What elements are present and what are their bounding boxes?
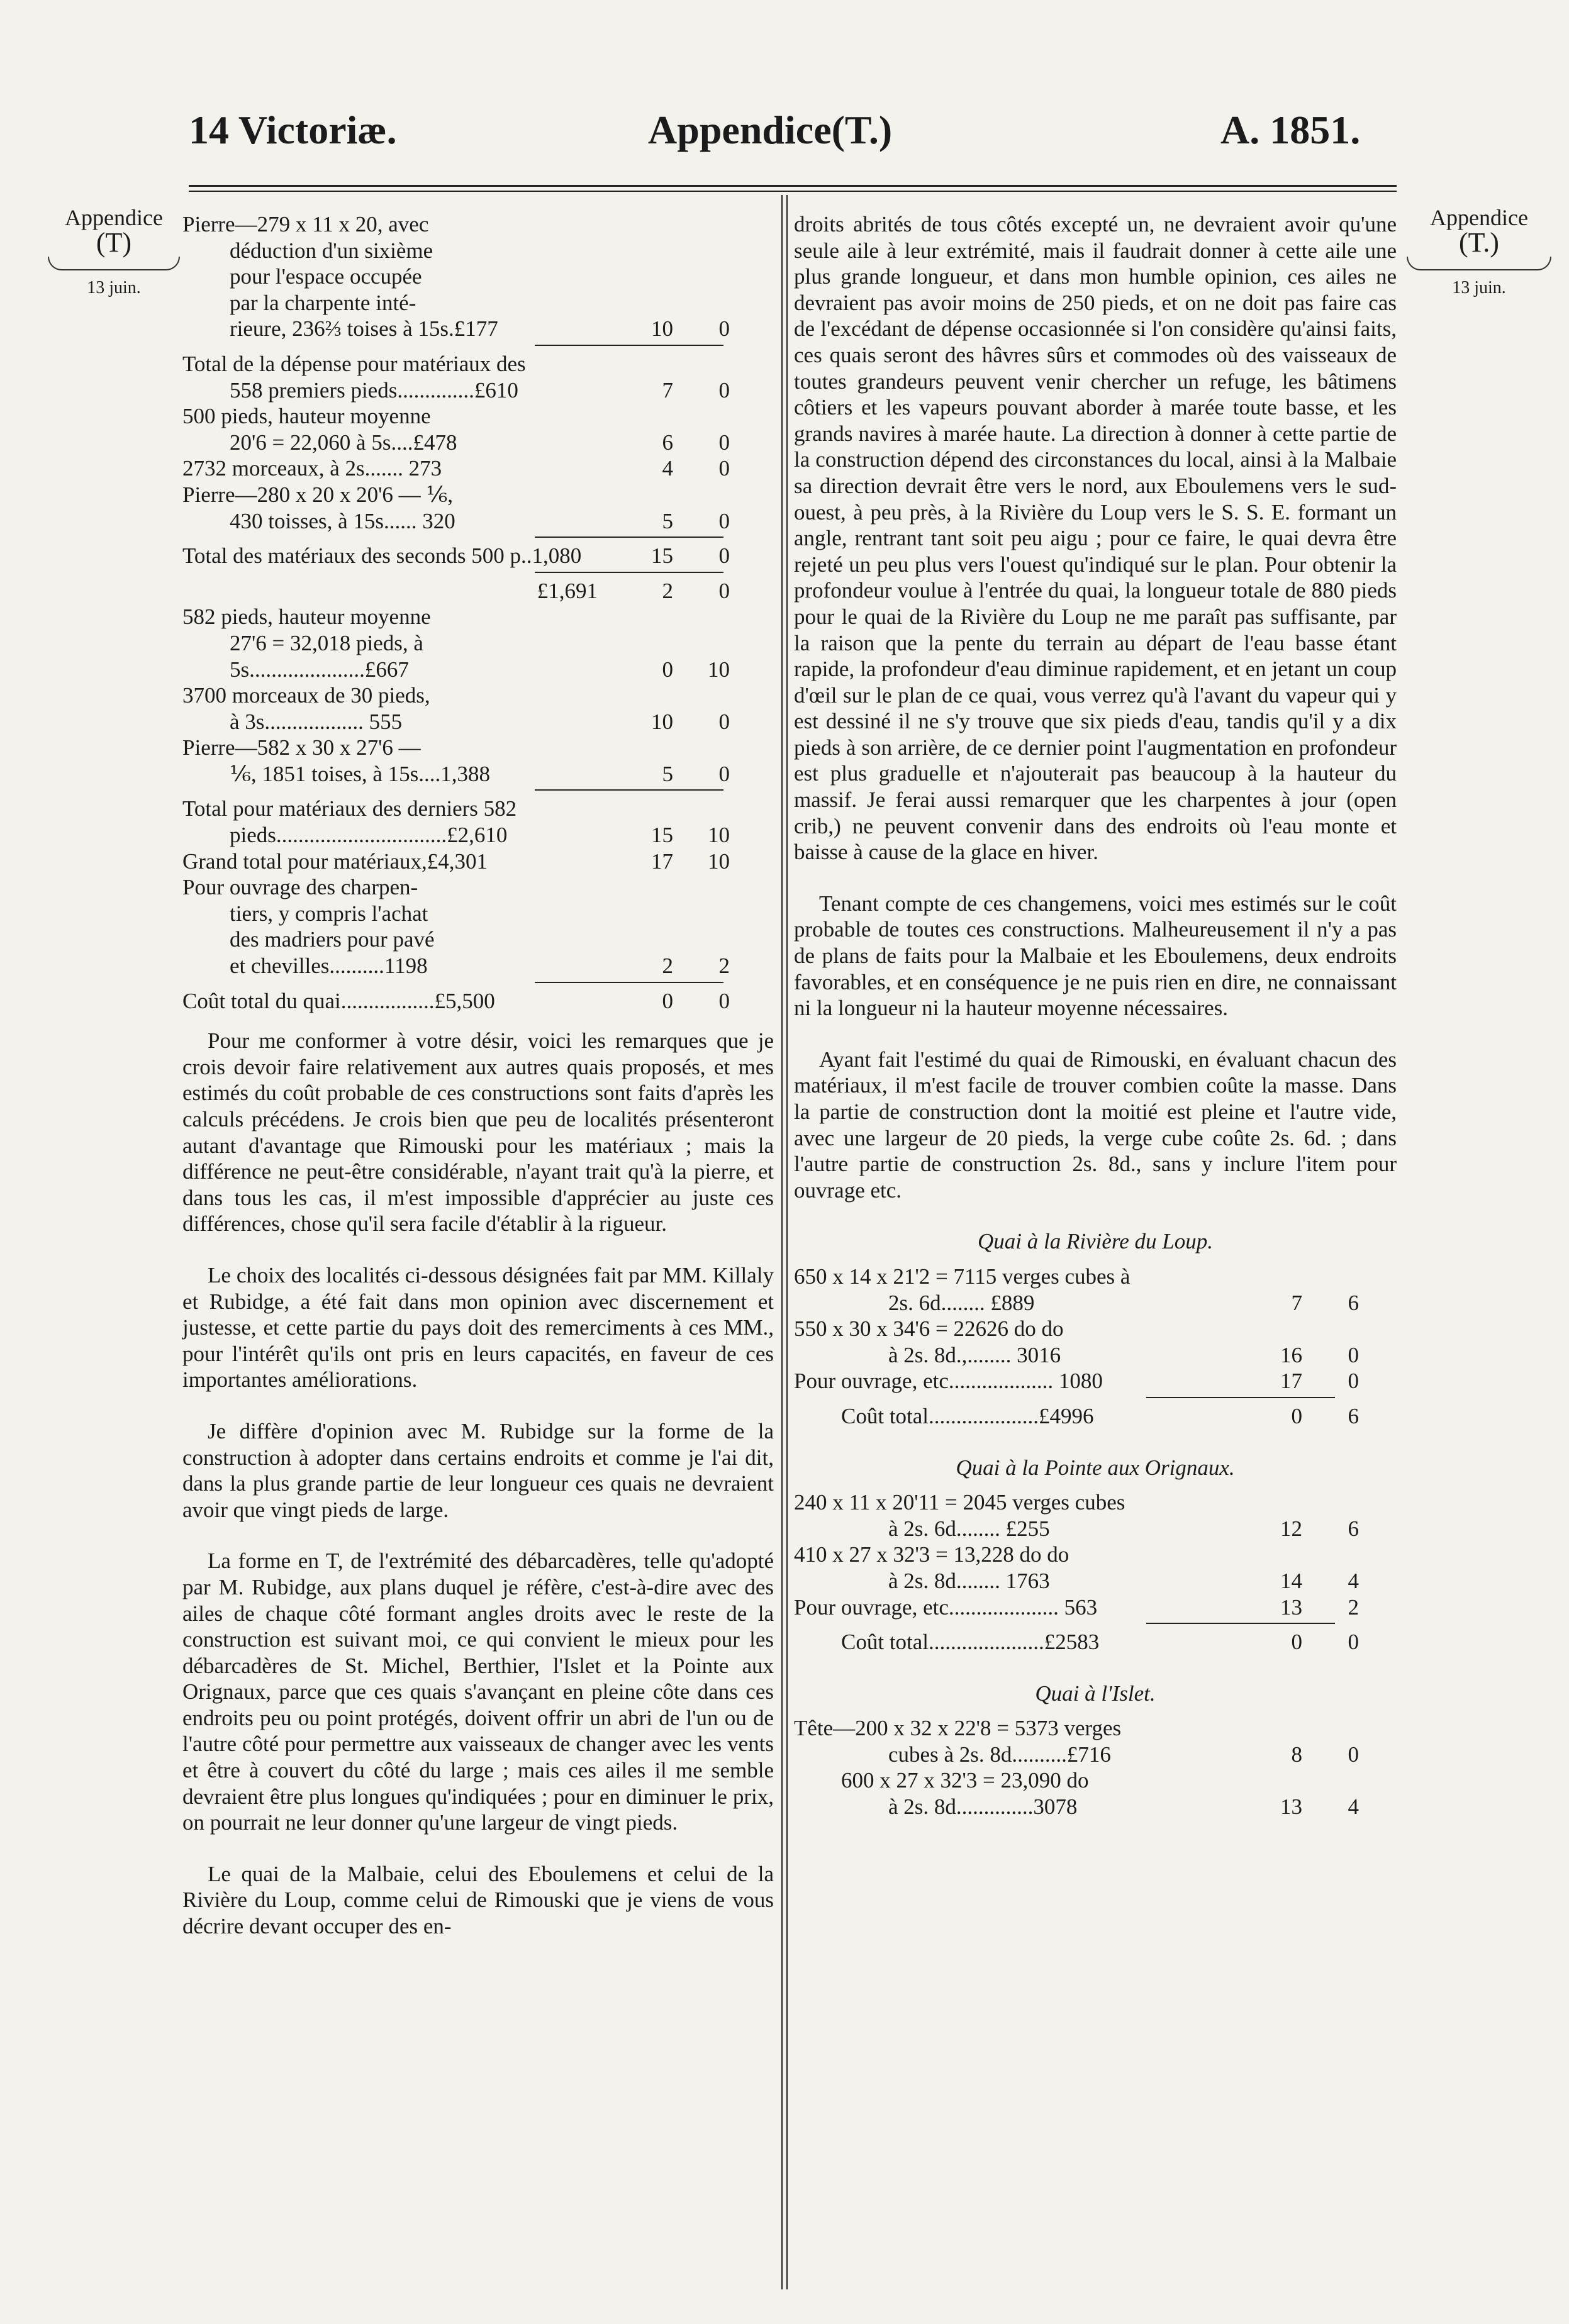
ledger-row bbox=[182, 211, 774, 238]
ledger-row bbox=[182, 238, 774, 264]
ledger-row bbox=[182, 926, 774, 953]
ledger-row bbox=[794, 1489, 1397, 1516]
ledger-label: Grand total pour matériaux,£4,301 bbox=[182, 848, 488, 874]
ledger-amount-v2: 0 bbox=[718, 508, 730, 533]
ledger-label: Total des matériaux des seconds 500 p..1,080 bbox=[182, 543, 582, 569]
ledger-label: 20'6 = 22,060 à 5s....£478 bbox=[230, 430, 457, 455]
ledger-row bbox=[182, 604, 774, 630]
ledger-label: Pour ouvrage, etc.................... 563 bbox=[794, 1594, 1098, 1620]
ledger-amount-v2: 0 bbox=[718, 543, 730, 569]
ledger-label: 240 x 11 x 20'11 = 2045 verges cubes bbox=[794, 1490, 1125, 1515]
ledger-label: à 3s.................. 555 bbox=[230, 709, 403, 734]
ledger-amount-v2: 4 bbox=[1348, 1794, 1359, 1820]
running-head-left: 14 Victoriæ. bbox=[189, 108, 397, 152]
sum-rule bbox=[1146, 1397, 1335, 1398]
ledger-row bbox=[794, 1794, 1397, 1820]
paragraph: Tenant compte de ces changemens, voici mes estimés sur le coût probable de toutes ces constructions. Malheureusement il n'y a pas de plans de faits pour la Malbaie et les Eboulemens, deux endroits favorables, et en conséquence je ne puis rien en dire, ne connaissant ni la longueur ni la hauteur moyenne nécessaires. bbox=[794, 891, 1397, 1021]
section-title: Quai à la Rivière du Loup. bbox=[978, 1229, 1213, 1254]
running-head-right: A. 1851. bbox=[1220, 108, 1361, 152]
ledger-amount-v2: 0 bbox=[718, 377, 730, 403]
ledger-row bbox=[794, 1568, 1397, 1594]
margin-note-left bbox=[42, 205, 186, 301]
ledger-row bbox=[182, 901, 774, 927]
ledger-amount-v2: 6 bbox=[1348, 1516, 1359, 1541]
ledger-row bbox=[182, 657, 774, 683]
ledger-label: Pour ouvrage des charpen- bbox=[182, 875, 418, 900]
brace bbox=[1407, 257, 1551, 270]
ledger-label: Pierre—280 x 20 x 20'6 — ⅙, bbox=[182, 482, 454, 507]
ledger-label: par la charpente inté- bbox=[230, 290, 416, 315]
margin-label: Appendice bbox=[65, 205, 163, 230]
margin-date: 13 juin. bbox=[1452, 278, 1506, 297]
left-text bbox=[182, 1028, 774, 1939]
ledger-label: Tête—200 x 32 x 22'8 = 5373 verges bbox=[794, 1716, 1122, 1741]
paragraph: Ayant fait l'estimé du quai de Rimouski, en évaluant chacun des matériaux, il m'est facile de trouver combien coûte la masse. Dans la partie de construction dont la moitié est pleine et l'autre vide, avec une largeur de 20 pieds, la verge cube coûte 2s. 6d. ; dans l'autre partie de construction 2s. 8d., sans y inclure l'item pour ouvrage etc. bbox=[794, 1047, 1397, 1203]
ledger-label: cubes à 2s. 8d..........£716 bbox=[888, 1742, 1111, 1767]
margin-letter: (T) bbox=[96, 227, 132, 258]
ledger-row bbox=[182, 709, 774, 735]
sum-rule bbox=[535, 537, 723, 538]
sum-rule bbox=[1146, 1623, 1335, 1624]
ledger-amount-v1: 0 bbox=[662, 988, 673, 1013]
ledger-row bbox=[182, 761, 774, 787]
ledger-row bbox=[182, 403, 774, 430]
paragraph: Le choix des localités ci-dessous désignées fait par MM. Killaly et Rubidge, a été fait dans mon opinion avec discernement et justesse, et cette partie du pays doit des remerciments à ces MM., pour l'intérêt qu'ils ont pris en leurs capacités, en faveur de ces importantes améliorations. bbox=[182, 1262, 774, 1393]
ledger-label: pour l'espace occupée bbox=[230, 264, 422, 289]
header-rule-thick bbox=[189, 185, 1397, 187]
ledger-amount-v2: 0 bbox=[718, 430, 730, 455]
ledger-row bbox=[794, 1767, 1397, 1794]
ledger-amount-v1: 5 bbox=[662, 508, 673, 533]
ledger-label: 2s. 6d........ £889 bbox=[888, 1290, 1035, 1315]
ledger-row bbox=[182, 377, 774, 404]
ledger-label: 410 x 27 x 32'3 = 13,228 do do bbox=[794, 1542, 1069, 1567]
ledger-row bbox=[794, 1342, 1397, 1369]
paragraph: La forme en T, de l'extrémité des débarcadères, telle qu'adopté par M. Rubidge, aux plans duquel je réfère, c'est-à-dire avec des ailes de chaque côté formant angles droits avec le reste de la construction est suivant moi, ce qui convient le mieux pour les débarcadères de St. Michel, Berthier, l'Islet et la Pointe aux Orignaux, parce que ces quais s'avançant en pleine côte dans ces endroits peu ou point protégés, doivent offrir un abri de l'un ou de l'autre côté pour permettre aux vaisseaux de changer avec les vents et être à couvert du côté du large ; mais ces ailes il me semble devraient être plus longues qu'indiquées ; pour en diminuer le prix, on pourrait ne leur donner qu'une largeur de vingt pieds. bbox=[182, 1548, 774, 1835]
sum-rule bbox=[535, 982, 723, 983]
ledger-label: 558 premiers pieds..............£610 bbox=[230, 377, 518, 403]
ledger-label: rieure, 236⅔ toises à 15s.£177 bbox=[230, 316, 498, 342]
ledger-row bbox=[182, 848, 774, 875]
ledger-row bbox=[794, 1516, 1397, 1542]
ledger-row bbox=[182, 735, 774, 761]
ledger-amount-v1: 7 bbox=[1291, 1290, 1302, 1315]
ledger-amount-v2: 2 bbox=[1348, 1594, 1359, 1620]
ledger-amount-v1: 12 bbox=[1280, 1516, 1302, 1541]
column-divider bbox=[786, 195, 788, 2289]
ledger-row bbox=[182, 351, 774, 377]
section-ledger bbox=[794, 1264, 1397, 1430]
ledger-label: 27'6 = 32,018 pieds, à bbox=[230, 630, 423, 655]
ledger-row bbox=[182, 455, 774, 482]
ledger-row bbox=[182, 682, 774, 709]
ledger-label: à 2s. 8d..............3078 bbox=[888, 1794, 1078, 1820]
ledger-row bbox=[794, 1715, 1397, 1742]
ledger-amount-v1: 7 bbox=[662, 377, 673, 403]
paragraph: Le quai de la Malbaie, celui des Eboulemens et celui de la Rivière du Loup, comme celui de Rimouski que je viens de vous décrire devant occuper des en- bbox=[182, 1861, 774, 1939]
ledger-amount-v1: 8 bbox=[1291, 1742, 1302, 1767]
ledger-row bbox=[182, 508, 774, 535]
ledger-label: Pour ouvrage, etc................... 1080 bbox=[794, 1369, 1103, 1394]
ledger-amount-v2: 0 bbox=[718, 456, 730, 481]
margin-date: 13 juin. bbox=[87, 278, 141, 297]
ledger-amount-v2: 10 bbox=[708, 848, 730, 874]
ledger-row bbox=[794, 1742, 1397, 1768]
quai-estimates bbox=[794, 1228, 1397, 1820]
ledger-amount-v2: 0 bbox=[1348, 1630, 1359, 1655]
ledger-label: £1,691 bbox=[537, 578, 598, 603]
ledger-row bbox=[182, 988, 774, 1015]
ledger-row bbox=[794, 1542, 1397, 1568]
ledger-row bbox=[182, 953, 774, 979]
column-divider bbox=[781, 195, 783, 2289]
section-title: Quai à la Pointe aux Orignaux. bbox=[956, 1455, 1235, 1480]
ledger-label: 650 x 14 x 21'2 = 7115 verges cubes à bbox=[794, 1264, 1131, 1289]
ledger-label: 2732 morceaux, à 2s....... 273 bbox=[182, 456, 442, 481]
ledger-amount-v2: 6 bbox=[1348, 1290, 1359, 1315]
ledger-amount-v2: 0 bbox=[718, 709, 730, 734]
paragraph: Je diffère d'opinion avec M. Rubidge sur la forme de la construction à adopter dans certains endroits et comme je l'ai dit, dans la plus grande partie de leur longueur ces quais ne devraient avoir que vingt pieds de large. bbox=[182, 1418, 774, 1522]
ledger-amount-v1: 17 bbox=[651, 848, 673, 874]
ledger-label: pieds...............................£2,610 bbox=[230, 823, 508, 848]
ledger-label: Coût total du quai.................£5,500 bbox=[182, 988, 495, 1013]
ledger-label: Total pour matériaux des derniers 582 bbox=[182, 796, 517, 821]
ledger-amount-v2: 0 bbox=[718, 761, 730, 786]
ledger-amount-v1: 14 bbox=[1280, 1568, 1302, 1593]
ledger-label: Pierre—279 x 11 x 20, avec bbox=[182, 212, 429, 236]
ledger-row bbox=[794, 1594, 1397, 1621]
ledger-amount-v2: 10 bbox=[708, 823, 730, 848]
ledger-label: 550 x 30 x 34'6 = 22626 do do bbox=[794, 1316, 1064, 1342]
header-rule-thin bbox=[189, 191, 1397, 192]
margin-note-right bbox=[1400, 205, 1558, 301]
ledger-label: ⅙, 1851 toises, à 15s....1,388 bbox=[230, 761, 491, 786]
ledger-row bbox=[794, 1368, 1397, 1394]
sum-rule bbox=[535, 345, 723, 346]
section-title: Quai à l'Islet. bbox=[1035, 1681, 1156, 1706]
ledger-amount-v2: 0 bbox=[718, 578, 730, 603]
ledger-amount-v1: 4 bbox=[662, 456, 673, 481]
ledger-label: 500 pieds, hauteur moyenne bbox=[182, 404, 431, 429]
sum-rule bbox=[535, 572, 723, 573]
ledger-label: 430 toisses, à 15s...... 320 bbox=[230, 508, 455, 533]
ledger-label: Total de la dépense pour matériaux des bbox=[182, 351, 526, 376]
ledger-row bbox=[182, 874, 774, 901]
ledger-label: Coût total.....................£2583 bbox=[841, 1630, 1100, 1655]
ledger-label: 3700 morceaux de 30 pieds, bbox=[182, 683, 430, 708]
ledger-amount-v1: 0 bbox=[1291, 1403, 1302, 1428]
ledger-amount-v1: 17 bbox=[1280, 1369, 1302, 1394]
ledger-row bbox=[182, 822, 774, 848]
ledger-amount-v1: 2 bbox=[662, 578, 673, 603]
ledger-row bbox=[182, 430, 774, 456]
ledger-label: 600 x 27 x 32'3 = 23,090 do bbox=[841, 1768, 1089, 1793]
ledger-label: et chevilles..........1198 bbox=[230, 954, 428, 979]
ledger-amount-v1: 0 bbox=[662, 657, 673, 682]
ledger-amount-v1: 15 bbox=[651, 543, 673, 569]
ledger-row bbox=[182, 290, 774, 316]
right-column bbox=[794, 211, 1397, 1820]
ledger-label: 582 pieds, hauteur moyenne bbox=[182, 604, 431, 630]
section-ledger bbox=[794, 1715, 1397, 1820]
ledger-amount-v1: 0 bbox=[1291, 1630, 1302, 1655]
ledger-amount-v2: 6 bbox=[1348, 1403, 1359, 1428]
ledger-row bbox=[794, 1290, 1397, 1316]
ledger-amount-v2: 0 bbox=[1348, 1342, 1359, 1367]
ledger-label: tiers, y compris l'achat bbox=[230, 901, 428, 926]
ledger-row bbox=[794, 1264, 1397, 1290]
ledger-amount-v2: 0 bbox=[1348, 1369, 1359, 1394]
ledger-amount-v2: 10 bbox=[708, 657, 730, 682]
ledger-label: déduction d'un sixième bbox=[230, 238, 433, 263]
ledger-row bbox=[182, 482, 774, 508]
ledger-amount-v1: 10 bbox=[651, 709, 673, 734]
ledger-amount-v1: 16 bbox=[1280, 1342, 1302, 1367]
ledger-amount-v2: 0 bbox=[1348, 1742, 1359, 1767]
ledger-amount-v2: 0 bbox=[718, 316, 730, 342]
ledger-amount-v2: 2 bbox=[718, 954, 730, 979]
right-text bbox=[794, 211, 1397, 1203]
ledger-amount-v1: 15 bbox=[651, 823, 673, 848]
ledger-label: Pierre—582 x 30 x 27'6 — bbox=[182, 735, 421, 760]
paragraph: Pour me conformer à votre désir, voici les remarques que je crois devoir faire relativement aux autres quais proposés, et mes estimés du coût probable de ces constructions sont faits d'après les calculs précédens. Je crois bien que peu de localités présenteront autant d'avantage que Rimouski pour les matériaux ; mais la différence ne peut-être considérable, n'ayant trait qu'à la pierre, et dans tous les cas, il m'est impossible d'apprécier au juste ces différences, chose qu'il sera facile d'établir à la rigueur. bbox=[182, 1028, 774, 1237]
ledger-amount-v1: 10 bbox=[651, 316, 673, 342]
left-column bbox=[182, 211, 774, 1965]
paragraph: droits abrités de tous côtés excepté un, ne devraient avoir qu'une seule aile à leur extrémité, mais il faudrait donner à cette aile une plus grande longueur, et dans mon humble opinion, ces ailes ne devraient pas avoir moins de 250 pieds, et on ne doit pas faire cas de l'excédant de dépense occasionnée si l'on considère qu'ainsi faits, ces quais seront des hâvres sûrs et commodes où des vaisseaux de toutes grandeurs peuvent venir chercher un refuge, les bâtimens côtiers et les vapeurs pouvant aborder à marée toute basse, et les grands navires à marée haute. La direction à donner à cette partie de la construction dépend des circonstances du local, ainsi à la Malbaie sa direction devrait être vers le nord, aux Eboulemens vers le sud-ouest, à peu près, à la Rivière du Loup vers le S. S. E. formant un angle, rentrant tant soit peu aigu ; pour ce faire, le quai devra être rejeté un peu plus vers l'ouest qu'indiqué sur le plan. Pour obtenir la profondeur voulue à l'entrée du quai, la longueur totale de 880 pieds pour le quai de la Rivière du Loup ne me paraît pas suffisante, par la raison que la pente du terrain au départ de l'eau basse étant rapide, la profondeur d'eau diminue rapidement, et en jetant un coup d'œil sur le plan de ce quai, vous verrez qu'à l'avant du vapeur qui y est dessiné il ne s'y trouve que six pieds d'eau, tandis qu'il y a dix pieds à son arrière, de ce dernier point l'augmentation en profondeur est plus graduelle et n'ajouterait pas beaucoup à la hauteur du massif. Je ferai aussi remarquer que les charpentes à jour (open crib,) ne peuvent convenir dans des endroits où l'eau monte et baisse à cause de la glace en hiver. bbox=[794, 212, 1397, 865]
margin-letter: (T.) bbox=[1459, 227, 1499, 258]
ledger-row bbox=[182, 264, 774, 290]
ledger-row bbox=[182, 630, 774, 657]
ledger-label: des madriers pour pavé bbox=[230, 927, 435, 952]
sum-rule bbox=[535, 789, 723, 791]
ledger-row bbox=[182, 543, 774, 569]
ledger-label: Coût total....................£4996 bbox=[841, 1403, 1094, 1428]
ledger-label: 5s.....................£667 bbox=[230, 657, 409, 682]
ledger-row bbox=[182, 796, 774, 822]
ledger-label: à 2s. 8d........ 1763 bbox=[888, 1568, 1050, 1593]
ledger-amount-v1: 6 bbox=[662, 430, 673, 455]
section-ledger bbox=[794, 1489, 1397, 1655]
brace bbox=[48, 257, 180, 270]
ledger-amount-v2: 0 bbox=[718, 988, 730, 1013]
ledger-amount-v1: 13 bbox=[1280, 1794, 1302, 1820]
ledger-label: à 2s. 8d.,........ 3016 bbox=[888, 1342, 1061, 1367]
ledger-row bbox=[794, 1403, 1397, 1430]
cost-ledger bbox=[182, 211, 774, 1014]
running-head-center: Appendice(T.) bbox=[648, 108, 893, 152]
ledger-amount-v1: 13 bbox=[1280, 1594, 1302, 1620]
ledger-amount-v2: 4 bbox=[1348, 1568, 1359, 1593]
ledger-row bbox=[182, 316, 774, 342]
ledger-label: à 2s. 6d........ £255 bbox=[888, 1516, 1050, 1541]
ledger-amount-v1: 2 bbox=[662, 954, 673, 979]
ledger-row bbox=[182, 578, 774, 604]
ledger-row bbox=[794, 1316, 1397, 1342]
ledger-amount-v1: 5 bbox=[662, 761, 673, 786]
ledger-row bbox=[794, 1629, 1397, 1655]
margin-label: Appendice bbox=[1430, 205, 1528, 230]
